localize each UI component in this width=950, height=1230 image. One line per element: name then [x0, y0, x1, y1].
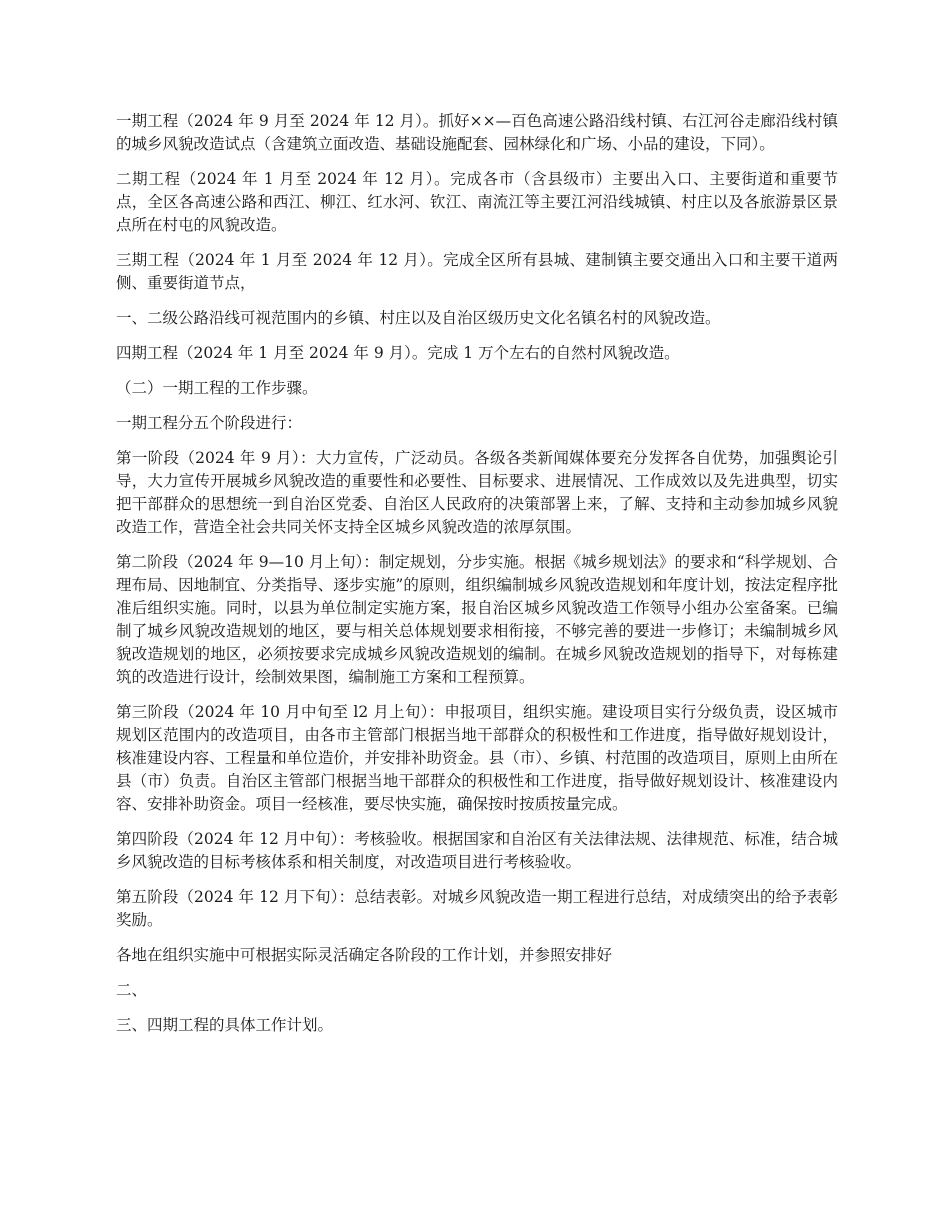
paragraph-phase-three: 三期工程（2024 年 1 月至 2024 年 12 月）。完成全区所有县城、建制镇主要交通出入口和主要干道两侧、重要街道节点，	[116, 251, 838, 292]
paragraph-stage-four: 第四阶段（2024 年 12 月中旬）：考核验收。根据国家和自治区有关法律法规、法律规范、标准，结合城乡风貌改造的目标考核体系和相关制度，对改造项目进行考核验收。	[116, 830, 838, 871]
paragraph-five-stages: 一期工程分五个阶段进行：	[116, 414, 303, 432]
paragraph-phase-two: 二期工程（2024 年 1 月至 2024 年 12 月）。完成各市（含县级市）主要出入口、主要街道和重要节点，全区各高速公路和西江、柳江、红水河、钦江、南流江等主要江河沿线城镇、村庄以及各旅游景区景点所在村屯的风貌改造。	[116, 170, 838, 234]
paragraph-stage-two: 第二阶段（2024 年 9—10 月上旬）：制定规划，分步实施。根据《城乡规划法》的要求和“科学规划、合理布局、因地制宜、分类指导、逐步实施”的原则，组织编制城乡风貌改造规划和年度计划，按法定程序批准后组织实施。同时，以县为单位制定实施方案，报自治区城乡风貌改造工作领导小组办公室备案。已编制了城乡风貌改造规划的地区，要与相关总体规划要求相衔接，不够完善的要进一步修订；未编制城乡风貌改造规划的地区，必须按要求完成城乡风貌改造规划的编制。在城乡风貌改造规划的指导下，对每栋建筑的改造进行设计，绘制效果图，编制施工方案和工程预算。	[116, 553, 838, 686]
paragraph-phase-one: 一期工程（2024 年 9 月至 2024 年 12 月）。抓好××—百色高速公路沿线村镇、右江河谷走廊沿线村镇的城乡风貌改造试点（含建筑立面改造、基础设施配套、园林绿化和广场、小品的建设，下同）。	[116, 112, 838, 153]
heading-two: 二、	[116, 981, 148, 999]
paragraph-roads: 一、二级公路沿线可视范围内的乡镇、村庄以及自治区级历史文化名镇名村的风貌改造。	[116, 309, 721, 327]
paragraph-phase-four: 四期工程（2024 年 1 月至 2024 年 9 月）。完成 1 万个左右的自然村风貌改造。	[116, 344, 680, 362]
paragraph-stage-three: 第三阶段（2024 年 10 月中旬至 l2 月上旬）：申报项目，组织实施。建设项目实行分级负责，设区城市规划区范围内的改造项目，由各市主管部门根据当地干部群众的积极性和工作进度，指导做好规划设计，核准建设内容、工程量和单位造价，并安排补助资金。县（市）、乡镇、村范围的改造项目，原则上由所在县（市）负责。自治区主管部门根据当地干部群众的积极性和工作进度，指导做好规划设计、核准建设内容、安排补助资金。项目一经核准，要尽快实施，确保按时按质按量完成。	[116, 703, 838, 813]
section-heading-steps: （二）一期工程的工作步骤。	[116, 379, 318, 397]
heading-three-four: 三、四期工程的具体工作计划。	[116, 1016, 334, 1034]
paragraph-flexible-plan: 各地在组织实施中可根据实际灵活确定各阶段的工作计划，并参照安排好	[116, 946, 613, 964]
document-body	[116, 110, 838, 1049]
paragraph-stage-one: 第一阶段（2024 年 9 月）：大力宣传，广泛动员。各级各类新闻媒体要充分发挥各自优势，加强舆论引导，大力宣传开展城乡风貌改造的重要性和必要性、目标要求、进展情况、工作成效以及先进典型，切实把干部群众的思想统一到自治区党委、自治区人民政府的决策部署上来，了解、支持和主动参加城乡风貌改造工作，营造全社会共同关怀支持全区城乡风貌改造的浓厚氛围。	[116, 449, 838, 536]
paragraph-stage-five: 第五阶段（2024 年 12 月下旬）：总结表彰。对城乡风貌改造一期工程进行总结，对成绩突出的给予表彰奖励。	[116, 888, 838, 929]
